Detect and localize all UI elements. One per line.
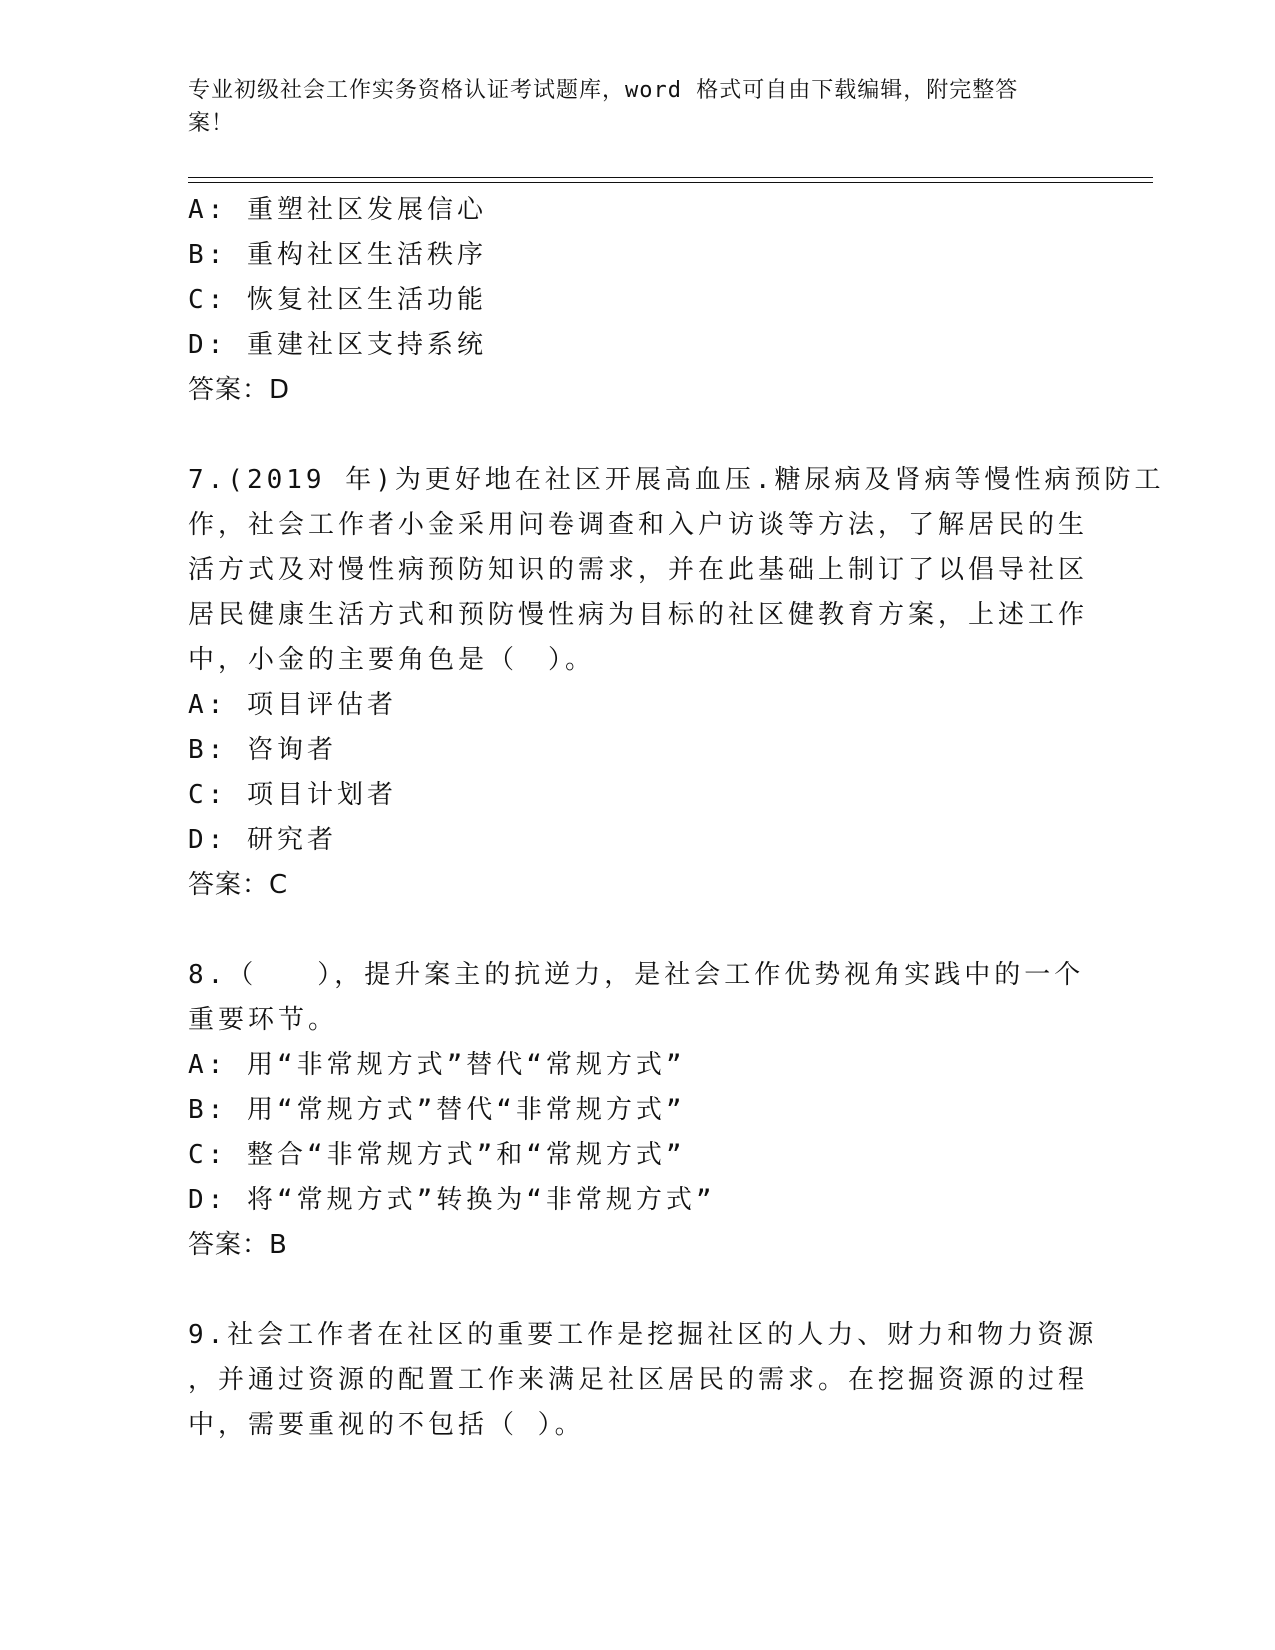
option-b: B: 用“常规方式”替代“非常规方式” [188, 1095, 686, 1125]
question-stem-line: 活方式及对慢性病预防知识的需求，并在此基础上制订了以倡导社区 [188, 555, 1089, 585]
answer: 答案：D [188, 375, 291, 405]
header-line-1: 专业初级社会工作实务资格认证考试题库，word 格式可自由下载编辑，附完整答 [188, 78, 1019, 103]
option-b: B: 咨询者 [188, 735, 337, 765]
question-6 [188, 188, 1088, 413]
question-7 [188, 458, 1165, 908]
question-stem-line: 9.社会工作者在社区的重要工作是挖掘社区的人力、财力和物力资源 [188, 1320, 1098, 1350]
spacer [188, 1268, 1088, 1313]
question-stem-line: 8.（ ），提升案主的抗逆力，是社会工作优势视角实践中的一个 [188, 960, 1085, 990]
question-stem-line: 作，社会工作者小金采用问卷调查和入户访谈等方法，了解居民的生 [188, 510, 1089, 540]
option-a: A: 重塑社区发展信心 [188, 195, 487, 225]
question-list [188, 188, 1165, 1448]
question-stem-line: ，并通过资源的配置工作来满足社区居民的需求。在挖掘资源的过程 [188, 1365, 1089, 1395]
answer: 答案：C [188, 870, 289, 900]
option-d: D: 研究者 [188, 825, 337, 855]
option-c: C: 项目计划者 [188, 780, 397, 810]
option-a: A: 用“非常规方式”替代“常规方式” [188, 1050, 686, 1080]
option-a: A: 项目评估者 [188, 690, 397, 720]
header-rule-bottom [188, 182, 1153, 183]
question-9 [188, 1313, 1098, 1448]
question-stem-line: 居民健康生活方式和预防慢性病为目标的社区健教育方案，上述工作 [188, 600, 1089, 630]
question-stem-line: 中，小金的主要角色是（ ）。 [188, 645, 596, 675]
question-stem-line: 7.(2019 年)为更好地在社区开展高血压.糖尿病及肾病等慢性病预防工 [188, 465, 1165, 495]
header-rule-top [188, 177, 1153, 178]
question-stem-line: 重要环节。 [188, 1005, 339, 1035]
spacer [188, 413, 1088, 458]
option-d: D: 将“常规方式”转换为“非常规方式” [188, 1185, 716, 1215]
option-c: C: 恢复社区生活功能 [188, 285, 487, 315]
document-header [188, 74, 1068, 140]
spacer [188, 908, 1088, 953]
question-stem-line: 中，需要重视的不包括（ ）。 [188, 1410, 585, 1440]
question-8 [188, 953, 1088, 1268]
option-b: B: 重构社区生活秩序 [188, 240, 487, 270]
option-c: C: 整合“非常规方式”和“常规方式” [188, 1140, 686, 1170]
answer: 答案：B [188, 1230, 288, 1260]
option-d: D: 重建社区支持系统 [188, 330, 487, 360]
header-line-2: 案！ [188, 111, 235, 136]
